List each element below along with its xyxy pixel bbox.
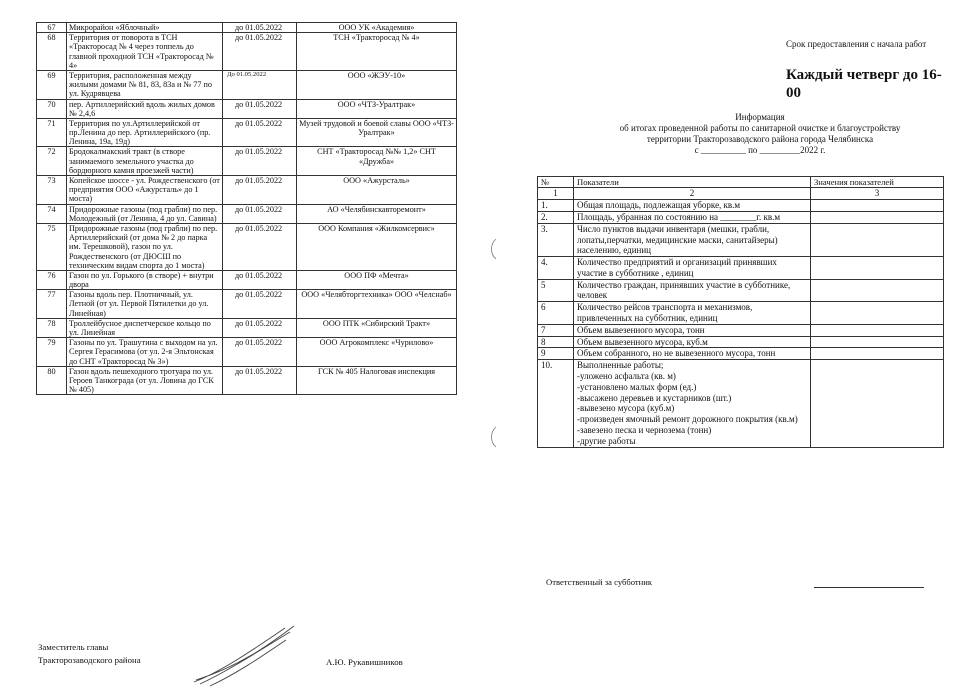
row-organization: ТСН «Тракторосад № 4»: [297, 33, 457, 71]
deadline-caption: Срок предоставления с начала работ: [786, 39, 927, 49]
row-organization: ООО «ЧТЗ-Уралтрак»: [297, 99, 457, 118]
table-row: [538, 336, 944, 348]
indicator-number: 4.: [538, 257, 574, 280]
row-organization: ООО «Челябторгтехника» ООО «Челснаб»: [297, 290, 457, 319]
indicator-number: 10.: [538, 360, 574, 447]
row-number: 79: [37, 338, 67, 367]
table-row: [37, 33, 457, 71]
row-organization: ООО Агрокомплекс «Чурилово»: [297, 338, 457, 367]
header-indicator: Показатели: [574, 177, 811, 188]
row-territory: пер. Артиллерийский вдоль жилых домов № 2,4,6: [67, 99, 223, 118]
row-territory: Территория от поворота в ТСН «Тракторосад № 4 через топпель до главной проходной ТСН «Тракторосад № 4»: [67, 33, 223, 71]
table-row: [37, 223, 457, 270]
table-row: [37, 338, 457, 367]
row-deadline: до 01.05.2022: [223, 23, 297, 33]
row-number: 77: [37, 290, 67, 319]
row-organization: СНТ «Тракторосад №№ 1,2» СНТ «Дружба»: [297, 147, 457, 176]
table-row: [37, 147, 457, 176]
indicator-text: Площадь, убранная по состоянию на ________г. кв.м: [574, 211, 811, 223]
row-organization: ООО ПТК «Сибирский Тракт»: [297, 318, 457, 337]
responsible-signature-line: [814, 587, 924, 588]
table-row: [37, 366, 457, 395]
row-deadline: до 01.05.2022: [223, 223, 297, 270]
index-value: 3: [811, 188, 944, 200]
binding-mark-icon: [488, 426, 498, 448]
table-row: [37, 70, 457, 99]
row-number: 80: [37, 366, 67, 395]
row-number: 73: [37, 176, 67, 205]
row-deadline: до 01.05.2022: [223, 270, 297, 289]
indicator-value: [811, 223, 944, 256]
row-deadline: до 01.05.2022: [223, 176, 297, 205]
row-number: 74: [37, 204, 67, 223]
signature-name: А.Ю. Рукавишников: [326, 657, 403, 667]
table-row: [37, 290, 457, 319]
indicator-value: [811, 302, 944, 325]
indicator-number: 6: [538, 302, 574, 325]
signature-title-line2: Тракторозаводского района: [38, 654, 141, 665]
indicators-table: [537, 176, 944, 448]
row-number: 67: [37, 23, 67, 33]
indicator-value: [811, 348, 944, 360]
table-row: [538, 223, 944, 256]
table-row: [37, 270, 457, 289]
indicator-number: 5: [538, 279, 574, 302]
table-row: [37, 176, 457, 205]
row-territory: Территория, расположенная между жилыми домами № 81, 83, 83а и № 77 по ул. Кудрявцева: [67, 70, 223, 99]
row-territory: Придорожные газоны (под грабли) по пер. Молодежный (от Ленина, 4 до ул. Савина): [67, 204, 223, 223]
table-row: [37, 204, 457, 223]
row-territory: Микрорайон «Яблочный»: [67, 23, 223, 33]
info-heading: [560, 112, 960, 156]
table-row: [538, 200, 944, 212]
indicator-text: Объем собранного, но не вывезенного мусора, тонн: [574, 348, 811, 360]
row-number: 76: [37, 270, 67, 289]
row-territory: Бродокалмакский тракт (в створе занимаемого земельного участка до бордюрного камня проезжей части): [67, 147, 223, 176]
row-number: 72: [37, 147, 67, 176]
indicator-value: [811, 200, 944, 212]
table-row: [538, 257, 944, 280]
row-territory: Копейское шоссе - ул. Рождественского (от предприятия ООО «Ажурсталь» до 1 моста): [67, 176, 223, 205]
indicator-number: 1.: [538, 200, 574, 212]
row-organization: АО «Челябинскавторемонт»: [297, 204, 457, 223]
info-period: с __________ по _________2022 г.: [694, 144, 826, 155]
table-row: [538, 279, 944, 302]
deadline-value: Каждый четверг до 16-00: [786, 67, 942, 101]
row-territory: Территория по ул.Артиллерийской от пр.Ленина до пер. Артиллерийского (пр. Ленина, 19а, 19д): [67, 118, 223, 147]
indicator-number: 9: [538, 348, 574, 360]
row-deadline: до 01.05.2022: [223, 204, 297, 223]
row-number: 68: [37, 33, 67, 71]
table-row: [538, 302, 944, 325]
indicator-value: [811, 360, 944, 447]
info-line1: об итогах проведенной работы по санитарной очистке и благоустройству: [619, 122, 901, 133]
indicator-value: [811, 279, 944, 302]
row-number: 78: [37, 318, 67, 337]
indicator-text: Количество предприятий и организаций принявших участие в субботнике , единиц: [574, 257, 811, 280]
table-row: [538, 211, 944, 223]
indicator-text: Выполненные работы; -уложено асфальта (кв. м) -установлено малых форм (ед.) -высажено деревьев и кустарников (шт.) -вывезено мусора (куб.м) -произведен ямочный ремонт дорожного покрытия (кв.м) -завезено песка и чернозема (тонн) -другие работы: [574, 360, 811, 447]
indicator-number: 7: [538, 324, 574, 336]
responsible-label: Ответственный за субботник: [546, 577, 653, 587]
indicator-text: Объем вывезенного мусора, куб.м: [574, 336, 811, 348]
row-deadline: до 01.05.2022: [223, 290, 297, 319]
index-num: 1: [538, 188, 574, 200]
indicators-header-row: [538, 177, 944, 188]
row-deadline: до 01.05.2022: [223, 366, 297, 395]
indicator-text: Число пунктов выдачи инвентаря (мешки, грабли, лопаты,перчатки, медицинские маски, санитайзеры) населению, единиц: [574, 223, 811, 256]
signature-title-line1: Заместитель главы: [38, 642, 109, 652]
row-organization: ООО УК «Академия»: [297, 23, 457, 33]
row-number: 75: [37, 223, 67, 270]
signature-scribble-icon: [190, 622, 300, 688]
table-row: [37, 318, 457, 337]
row-territory: Газон по ул. Горького (в створе) + внутри двора: [67, 270, 223, 289]
row-organization: ООО ПФ «Мечта»: [297, 270, 457, 289]
row-organization: ООО «ЖЭУ-10»: [297, 70, 457, 99]
table-row: [538, 348, 944, 360]
indicator-text: Количество рейсов транспорта и механизмов, привлеченных на субботник, единиц: [574, 302, 811, 325]
indicator-text: Количество граждан, принявших участие в субботнике, человек: [574, 279, 811, 302]
index-indicator: 2: [574, 188, 811, 200]
indicator-value: [811, 336, 944, 348]
row-territory: Придорожные газоны (под грабли) по пер. Артиллерийский (от дома № 2 до парка им. Терешковой), газон по ул. Рождественского (от ДЮСШ по техническим видам спорта до 1 моста): [67, 223, 223, 270]
row-number: 71: [37, 118, 67, 147]
left-territory-table: [36, 22, 457, 395]
row-deadline: до 01.05.2022: [223, 338, 297, 367]
table-row: [538, 324, 944, 336]
row-deadline: до 01.05.2022: [223, 147, 297, 176]
table-row: [37, 23, 457, 33]
indicator-text: Общая площадь, подлежащая уборке, кв.м: [574, 200, 811, 212]
indicator-text: Объем вывезенного мусора, тонн: [574, 324, 811, 336]
table-row: [37, 99, 457, 118]
indicator-number: 2.: [538, 211, 574, 223]
indicators-index-row: [538, 188, 944, 200]
row-territory: Газоны по ул. Трашутина с выходом на ул. Сергея Герасимова (от ул. 2-я Эльтонская до СНТ «Тракторосад № 3»): [67, 338, 223, 367]
header-value: Значения показателей: [811, 177, 944, 188]
indicator-value: [811, 211, 944, 223]
indicator-number: 3.: [538, 223, 574, 256]
row-number: 70: [37, 99, 67, 118]
indicators-table-body: [538, 177, 944, 448]
indicator-number: 8: [538, 336, 574, 348]
row-organization: ГСК № 405 Налоговая инспекция: [297, 366, 457, 395]
row-organization: ООО Компания «Жилкомсервис»: [297, 223, 457, 270]
info-title: Информация: [735, 112, 785, 122]
indicator-value: [811, 324, 944, 336]
row-deadline: до 01.05.2022: [223, 99, 297, 118]
row-territory: Газон вдоль пешеходного тротуара по ул. Героев Танкограда (от ул. Ловина до ГСК № 405): [67, 366, 223, 395]
row-territory: Троллейбусное диспетчерское кольцо по ул. Линейная: [67, 318, 223, 337]
row-deadline: До 01.05.2022: [223, 70, 297, 99]
row-number: 69: [37, 70, 67, 99]
indicator-value: [811, 257, 944, 280]
row-deadline: до 01.05.2022: [223, 118, 297, 147]
left-table-body: [37, 23, 457, 395]
row-organization: Музей трудовой и боевой славы ООО «ЧТЗ-Уралтрак»: [297, 118, 457, 147]
row-organization: ООО «Ажурсталь»: [297, 176, 457, 205]
table-row: [538, 360, 944, 447]
row-deadline: до 01.05.2022: [223, 318, 297, 337]
row-territory: Газоны вдоль пер. Плотничный, ул. Летной (от ул. Первой Пятилетки до ул. Линейная): [67, 290, 223, 319]
binding-mark-icon: [488, 238, 498, 260]
table-row: [37, 118, 457, 147]
row-deadline: до 01.05.2022: [223, 33, 297, 71]
header-num: №: [538, 177, 574, 188]
info-line2: территории Тракторозаводского района города Челябинска: [646, 133, 874, 144]
